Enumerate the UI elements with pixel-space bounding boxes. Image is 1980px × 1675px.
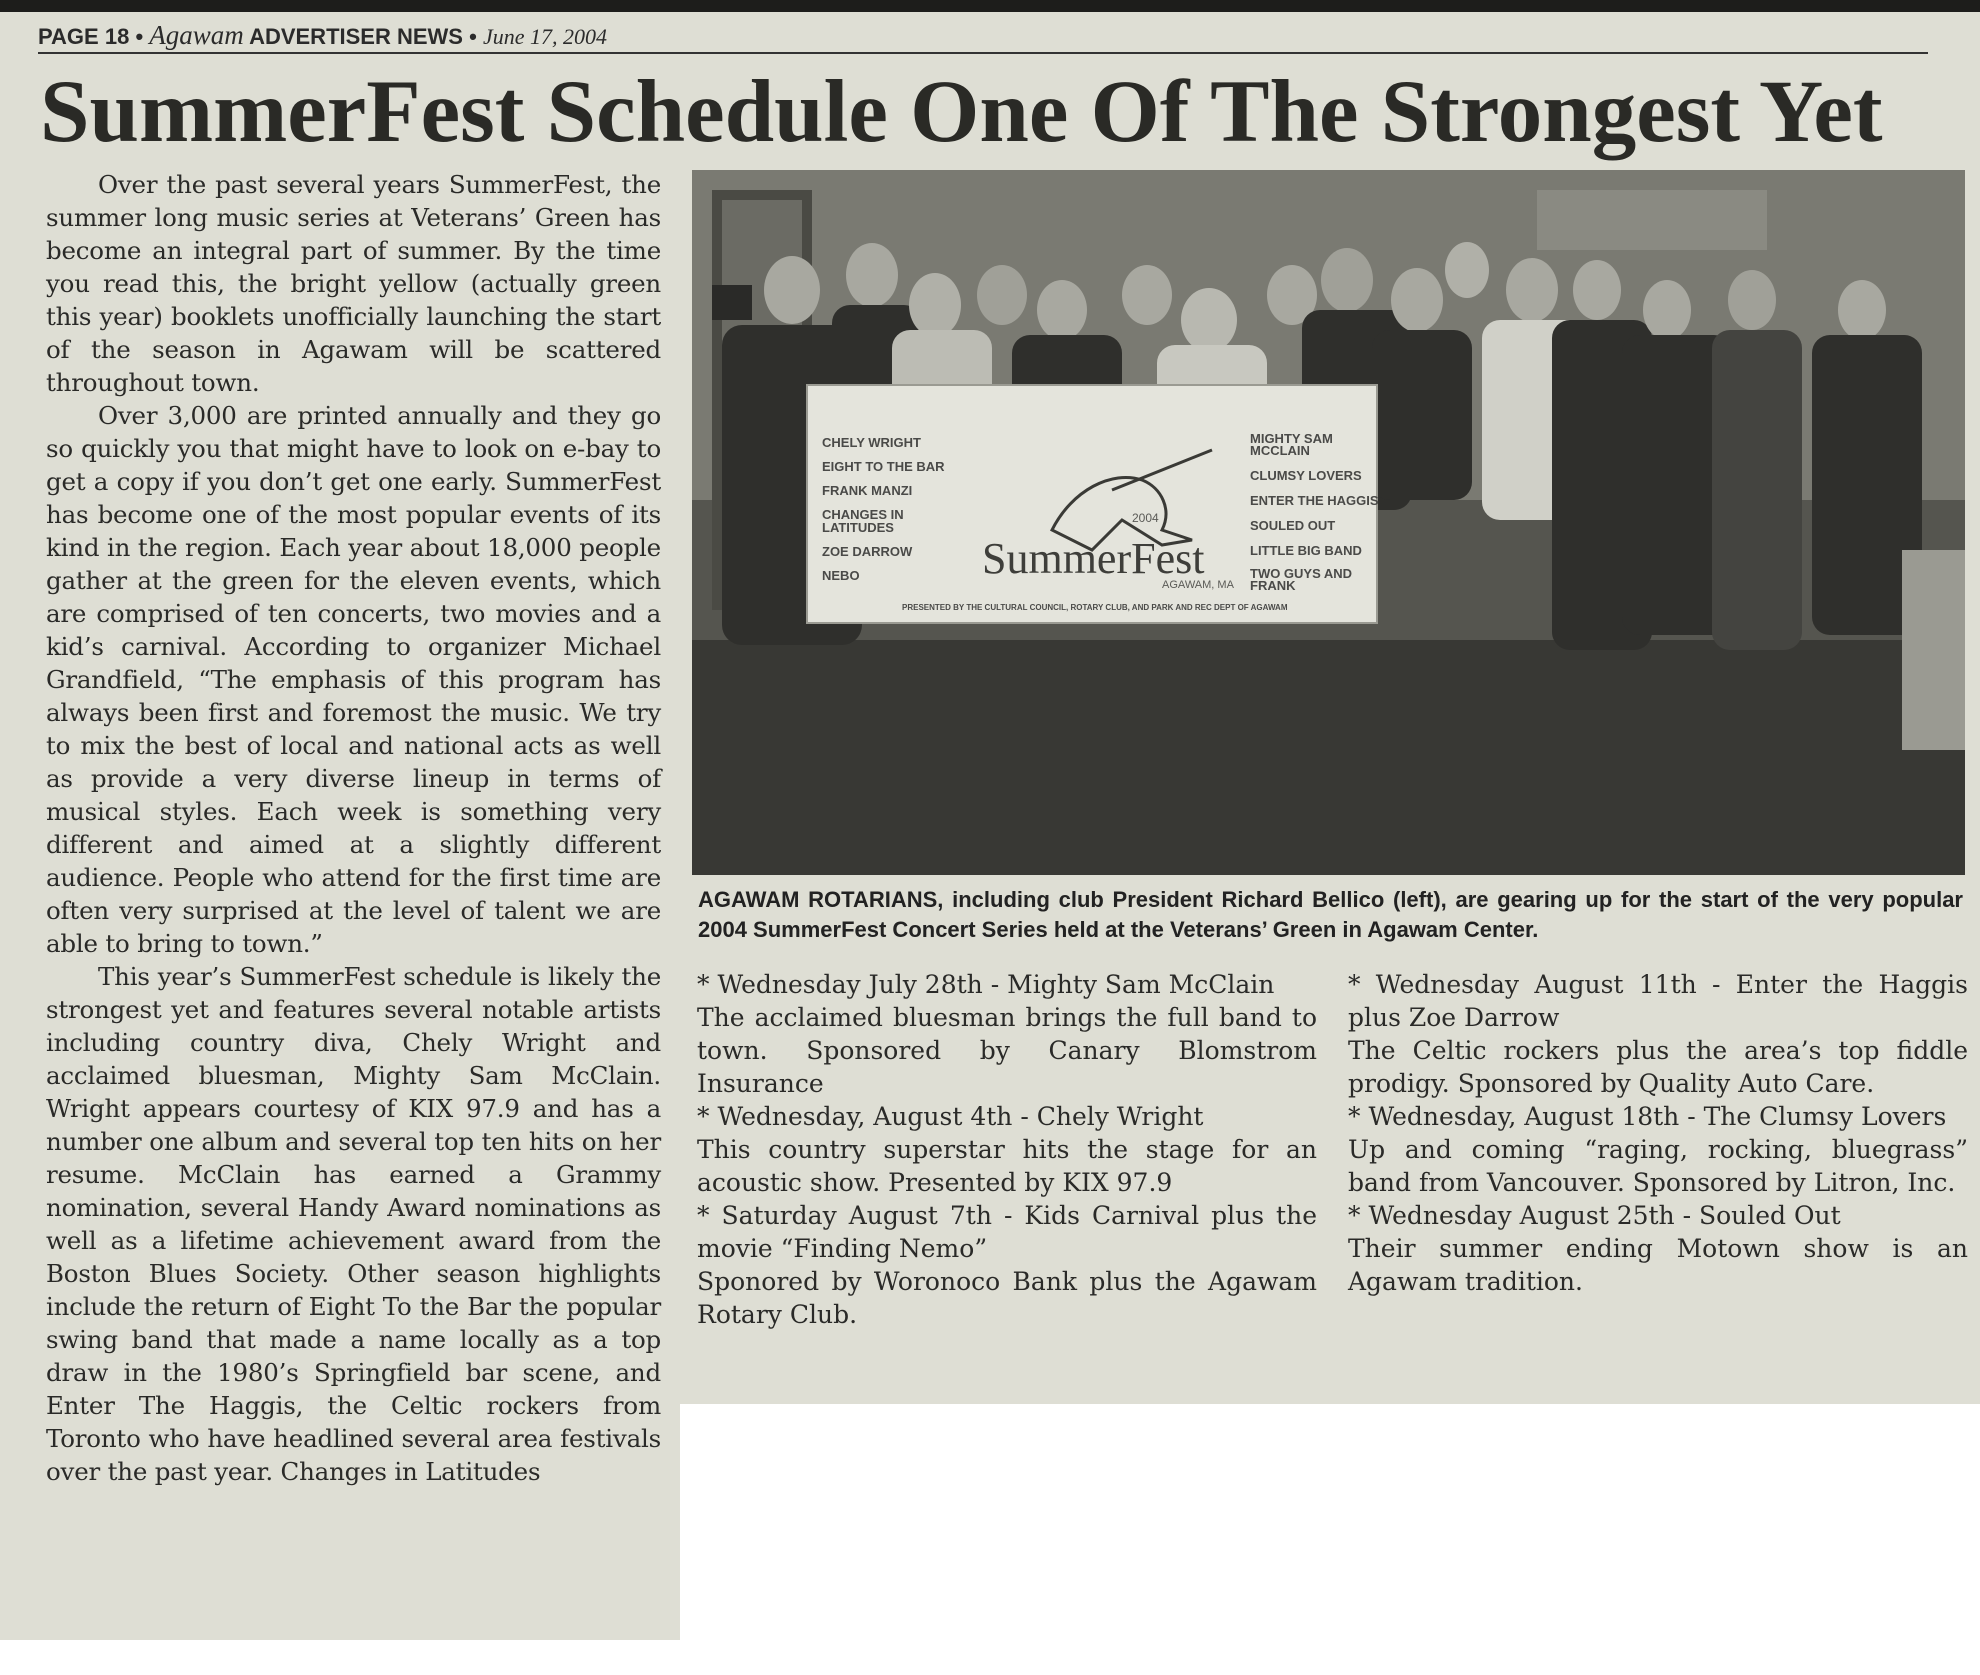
- page-number: PAGE 18: [38, 24, 130, 49]
- article-headline: SummerFest Schedule One Of The Strongest Yet: [40, 63, 1883, 161]
- event-title: * Wednesday August 11th - Enter the Haggis plus Zoe Darrow: [1348, 970, 1968, 1032]
- event-title: * Wednesday August 25th - Souled Out: [1348, 1201, 1841, 1230]
- header-bullet: •: [469, 24, 477, 49]
- publication-date: June 17, 2004: [482, 24, 607, 49]
- publication-name-rest: ADVERTISER NEWS: [249, 24, 463, 49]
- article-body: [46, 168, 661, 1488]
- svg-text:FRANK MANZI: FRANK MANZI: [822, 483, 913, 498]
- group-photo: [692, 170, 1965, 875]
- banner-place: AGAWAM, MA: [1162, 579, 1234, 591]
- publication-name: Agawam: [149, 20, 244, 50]
- svg-text:CLUMSY LOVERS: CLUMSY LOVERS: [1250, 468, 1362, 483]
- banner-presented-by: PRESENTED BY THE CULTURAL COUNCIL, ROTARY CLUB, AND PARK AND REC DEPT OF AGAWAM: [902, 603, 1288, 612]
- svg-text:CHELY WRIGHT: CHELY WRIGHT: [822, 435, 921, 450]
- event-description: The Celtic rockers plus the area’s top fiddle prodigy. Sponsored by Quality Auto Care.: [1348, 1036, 1968, 1098]
- banner-year: 2004: [1132, 511, 1159, 525]
- event-title: * Wednesday, August 18th - The Clumsy Lovers: [1348, 1102, 1947, 1131]
- group-photo-image: [692, 170, 1965, 875]
- article-paragraph: This year’s SummerFest schedule is likely the strongest yet and features several notable artists including country diva, Chely Wright and acclaimed bluesman, Mighty Sam McClain. Wright appears courtesy of KIX 97.9 and has a number one album and several top ten hits on her resume. McClain has earned a Grammy nomination, several Handy Award nominations as well as a lifetime achievement award from the Boston Blues Society. Other season highlights include the return of Eight To the Bar the popular swing band that made a name locally as a top draw in the 1980’s Springfield bar scene, and Enter The Haggis, the Celtic rockers from Toronto who have headlined several area festivals over the past year. Changes in Latitudes: [46, 962, 661, 1486]
- svg-text:EIGHT TO THE BAR: EIGHT TO THE BAR: [822, 459, 945, 474]
- svg-text:LITTLE BIG BAND: LITTLE BIG BAND: [1250, 543, 1362, 558]
- page-header: [38, 18, 1928, 54]
- svg-text:MIGHTY SAM: MIGHTY SAM: [1250, 431, 1333, 446]
- photo-caption: AGAWAM ROTARIANS, including club President Richard Bellico (left), are gearing up for the start of the very popular 2004 SummerFest Concert Series held at the Veterans’ Green in Agawam Center.: [698, 887, 1963, 942]
- svg-text:NEBO: NEBO: [822, 568, 860, 583]
- svg-text:ENTER THE HAGGIS: ENTER THE HAGGIS: [1250, 493, 1379, 508]
- summerfest-logo: SummerFest: [982, 534, 1205, 583]
- article-paragraph: Over the past several years SummerFest, the summer long music series at Veterans’ Green has become an integral part of summer. By the time you read this, the bright yellow (actually green this year) booklets unofficially launching the start of the season in Agawam will be scattered throughout town.: [46, 170, 661, 397]
- event-title: * Wednesday July 28th - Mighty Sam McClain: [697, 970, 1275, 999]
- event-schedule-right: [1348, 968, 1968, 1298]
- scan-top-edge: [0, 0, 1980, 12]
- event-title: * Saturday August 7th - Kids Carnival plus the movie “Finding Nemo”: [697, 1201, 1317, 1263]
- event-description: The acclaimed bluesman brings the full band to town. Sponsored by Canary Blomstrom Insurance: [697, 1003, 1317, 1098]
- svg-text:ZOE DARROW: ZOE DARROW: [822, 544, 913, 559]
- event-description: This country superstar hits the stage for an acoustic show. Presented by KIX 97.9: [697, 1135, 1317, 1197]
- event-title: * Wednesday, August 4th - Chely Wright: [697, 1102, 1204, 1131]
- svg-text:CHANGES IN: CHANGES IN: [822, 507, 904, 522]
- event-description: Their summer ending Motown show is an Agawam tradition.: [1348, 1234, 1968, 1296]
- event-description: Up and coming “raging, rocking, bluegrass” band from Vancouver. Sponsored by Litron, Inc.: [1348, 1135, 1968, 1197]
- svg-text:MCCLAIN: MCCLAIN: [1250, 443, 1310, 458]
- svg-text:SOULED OUT: SOULED OUT: [1250, 518, 1336, 533]
- event-description: Sponored by Woronoco Bank plus the Agawam Rotary Club.: [697, 1267, 1317, 1329]
- article-paragraph: Over 3,000 are printed annually and they go so quickly you that might have to look on e-bay to get a copy if you don’t get one early. SummerFest has become one of the most popular events of its kind in the region. Each year about 18,000 people gather at the green for the eleven events, which are comprised of ten concerts, two movies and a kid’s carnival. According to organizer Michael Grandfield, “The emphasis of this program has always been first and foremost the music. We try to mix the best of local and national acts as well as provide a very diverse lineup in terms of musical styles. Each week is something very different and aimed at a slightly different audience. People who attend for the first time are often very surprised at the level of talent we are able to bring to town.”: [46, 401, 661, 958]
- event-schedule-left: [697, 968, 1317, 1331]
- svg-text:FRANK: FRANK: [1250, 578, 1296, 593]
- svg-text:TWO GUYS AND: TWO GUYS AND: [1250, 566, 1353, 581]
- header-bullet: •: [135, 24, 144, 49]
- svg-text:LATITUDES: LATITUDES: [822, 520, 894, 535]
